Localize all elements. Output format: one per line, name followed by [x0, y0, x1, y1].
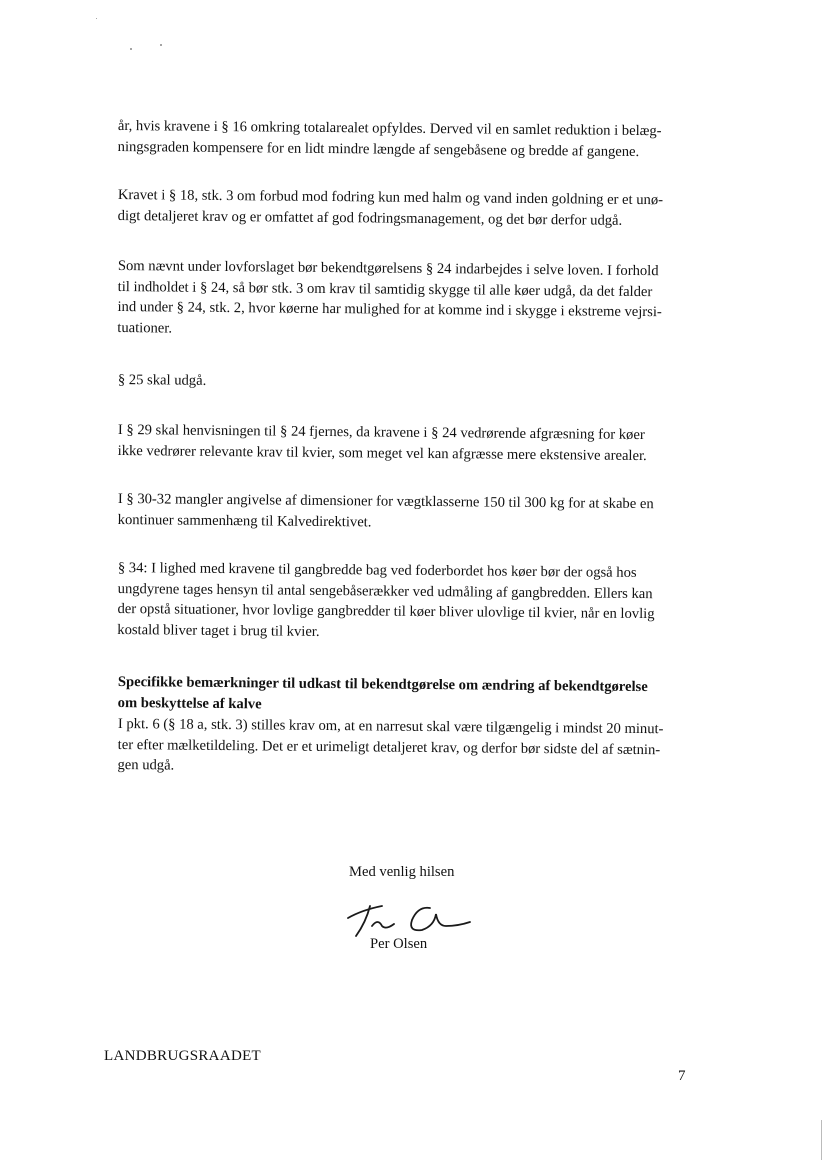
text-line: ter efter mælketildeling. Det er et urimeligt detaljeret krav, og derfor bør sidste del af sætnin-	[117, 736, 661, 758]
scan-edge-mark	[821, 1120, 822, 1160]
scan-speck	[160, 44, 162, 46]
text-line: ungdyrene tages hensyn til antal sengebåserækker ved udmåling af gangbredden. Ellers kan	[117, 580, 653, 602]
text-line: digt detaljeret krav og er omfattet af god fodringsmanagement, og det bør derfor udgå.	[117, 207, 623, 229]
text-line: ikke vedrører relevante krav til kvier, som meget vel kan afgræsse mere ekstensive arealer.	[117, 442, 647, 464]
text-line: I § 30-32 mangler angivelse af dimensioner for vægtklasserne 150 til 300 kg for at skabe en	[117, 490, 654, 513]
text-line: I pkt. 6 (§ 18 a, stk. 3) stilles krav om, at en narresut skal være tilgængelig i mindst 20 minut-	[117, 715, 664, 738]
text-line: Kravet i § 18, stk. 3 om forbud mod fodring kun med halm og vand inden goldning er et unø-	[117, 186, 664, 209]
paragraph-paragraf-24	[117, 256, 703, 344]
paragraph-paragraf-30-32	[118, 489, 703, 536]
text-line: § 25 skal udgå.	[117, 371, 207, 389]
text-line: I § 29 skal henvisningen til § 24 fjernes, da kravene i § 24 vedrørende afgræsning for køer	[117, 421, 645, 444]
text-line: kostald bliver taget i brug til kvier.	[117, 621, 320, 640]
text-line: § 34: I lighed med kravene til gangbredde bag ved foderbordet hos køer bør der også hos	[117, 559, 637, 581]
text-line: ind under § 24, stk. 2, hvor køerne har mulighed for at komme ind i skygge i ekstreme vejrsi-	[117, 298, 662, 321]
paragraph-belaegningsgrad	[118, 116, 703, 163]
heading-line: om beskyttelse af kalve	[117, 694, 262, 712]
text-line: år, hvis kravene i § 16 omkring totalarealet opfyldes. Derved vil en samlet reduktion i belæg-	[117, 117, 662, 140]
paragraph-paragraf-29	[118, 420, 703, 467]
organization-name: LANDBRUGSRAADET	[104, 1048, 262, 1064]
paragraph-paragraf-25	[118, 370, 703, 396]
paragraph-narresut	[117, 714, 703, 781]
heading-line: Specifikke bemærkninger til udkast til bekendtgørelse om ændring af bekendtgørelse	[117, 673, 648, 696]
text-line: ningsgraden kompensere for en lidt mindre længde af sengebåsene og bredde af gangene.	[117, 138, 640, 160]
text-line: til indholdet i § 24, så bør stk. 3 om krav til samtidig skygge til alle køer udgå, da det falder	[117, 278, 653, 300]
paragraph-fodring	[118, 185, 703, 232]
text-line: kontinuer sammenhæng til Kalvedirektivet.	[117, 511, 372, 530]
page-number: 7	[678, 1068, 686, 1084]
signatory-name: Per Olsen	[370, 936, 428, 952]
text-line: Som nævnt under lovforslaget bør bekendtgørelsens § 24 indarbejdes i selve loven. I forhold	[117, 257, 659, 280]
text-line: tuationer.	[117, 319, 173, 337]
text-line: der opstå situationer, hvor lovlige gangbredder til køer bliver ulovlige til kvier, når en lovlig	[117, 600, 655, 623]
paragraph-paragraf-34	[117, 558, 703, 646]
closing-greeting: Med venlig hilsen	[349, 864, 455, 880]
scan-speck	[130, 48, 132, 50]
text-line: gen udgå.	[117, 756, 175, 774]
scan-speck	[96, 18, 97, 19]
section-heading	[118, 672, 703, 719]
